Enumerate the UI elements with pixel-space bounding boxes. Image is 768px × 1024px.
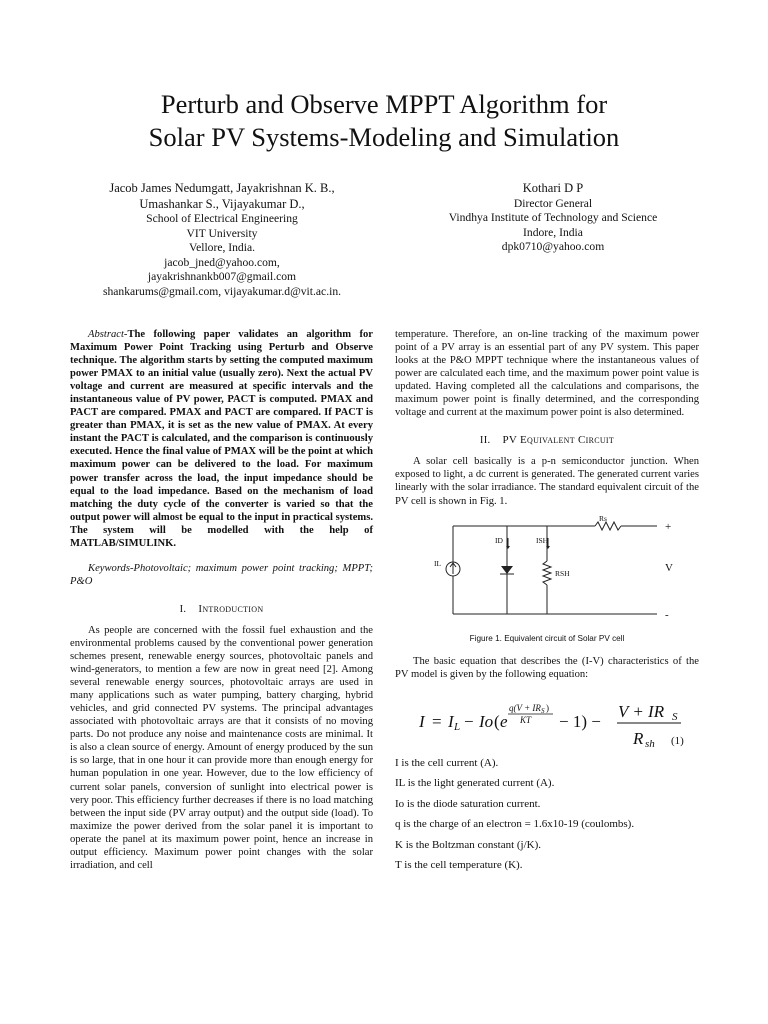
author-block-left	[72, 181, 372, 300]
definition-item: I is the cell current (A).	[395, 756, 499, 769]
section-title: Introduction	[198, 602, 264, 615]
svg-text:(: (	[494, 711, 500, 731]
definition-item: IL is the light generated current (A).	[395, 777, 555, 790]
abstract-label: Abstract-	[88, 329, 128, 340]
label-light-current: IL	[434, 558, 442, 568]
pv-circuit-paragraph: A solar cell basically is a p-n semiconductor junction. When exposed to light, a dc current is generated. The generated current varies linearly with the solar irradiance. The standard equivalent circuit of the PV cell is shown in Fig. 1.	[395, 456, 699, 507]
introduction-paragraph: As people are concerned with the fossil fuel exhaustion and the environmental problems caused by the conventional power generation schemes present, renewable energy sources, photovoltaic panels and wind-generators, to mention a few are now in great need [2]. Among several renewable energy sources, photovoltaic arrays are used in many applications such as water pumping, battery charging, hybrid vehicles, and grid connected PV systems. The principal advantages associated with photovoltaic arrays are that it consists of no moving parts. Do not produce any noise and maintenance costs are minimal. It is also a clean source of energy. Amount of energy produced by the sun is so large, that in one hour it can provide more than enough energy for human population in one year. However, due to the low efficiency of current solar panels, conversion of sunlight into electrical power is very poor. This efficiency further decreases if there is no load matching between the input side (PV array output) and the output side (load). To maximize the power derived from the solar panel it is important to operate the panel at its maximum power point, hence an increase in output efficiency. Maximum power point changes with the solar irradiation, and cell	[70, 624, 373, 871]
author-email-1: jacob_jned@yahoo.com,	[164, 255, 280, 269]
svg-text:e: e	[500, 711, 508, 731]
svg-text:q(V + IR: q(V + IR	[509, 702, 541, 713]
title-line-2: Solar PV Systems-Modeling and Simulation	[148, 122, 620, 152]
label-plus: +	[665, 520, 672, 533]
section-heading-pv-circuit	[395, 434, 699, 447]
figure-equivalent-circuit	[395, 514, 699, 626]
author-email-2: jayakrishnankb007@gmail.com	[147, 270, 297, 284]
svg-text:Io: Io	[479, 711, 494, 731]
author-names-2: Umashankar S., Vijayakumar D.,	[139, 196, 305, 211]
section-number: II.	[479, 435, 491, 447]
abstract-text: The following paper validates an algorithm for Maximum Power Point Tracking using Perturb and Observe technique. The algorithm starts by setting the computed maximum power PMAX to an initial value (usually zero). Next the actual PV voltage and current are measured at specific intervals and the instantaneous value of PV power, PACT is computed. PMAX and PACT are compared. PMAX and PACT are compared. If PACT is greater than PMAX, it is set as the new value of PMAX. At every instant the PACT is calculated, and the comparison is continuously executed. Hence the final value of PMAX will be the point at which maximum power can be delivered to the load. For maximum power transfer across the load, the input impedance should be equal to the load impedance. Based on the mechanism of load matching the duty cycle of the converter is varied so that the output power will almost be equal to the input in practical systems. The system will be modelled with the help of MATLAB/SIMULINK.	[70, 329, 373, 549]
section-title: PV Equivalent Circuit	[502, 434, 615, 447]
introduction-continued: temperature. Therefore, an on-line tracking of the maximum power point of a PV array is an essential part of any PV system. This paper looks at the P&O MPPT technique where the instantaneous values of power are calculated each time, and the maximum power point value is updated. Having completed all the calculations and comparisons, the maximum power point is finally determined, and the corresponding voltage and current at the maximum power point is also determined.	[395, 329, 699, 419]
series-resistor-icon	[595, 522, 621, 530]
definition-item: q is the charge of an electron = 1.6x10-19 (coulombs).	[395, 818, 635, 831]
section-heading-introduction	[70, 603, 373, 616]
label-shunt-resistance: RSH	[555, 568, 570, 578]
svg-text:−: −	[464, 711, 474, 731]
author-title: Director General	[513, 196, 593, 210]
svg-text:R: R	[633, 728, 644, 748]
svg-text:=: =	[432, 711, 442, 731]
author-names-1: Jacob James Nedumgatt, Jayakrishnan K. B.,	[109, 181, 335, 195]
svg-text:): )	[546, 702, 549, 713]
author-institute: Vindhya Institute of Technology and Science	[448, 211, 658, 225]
keywords: Keywords-Photovoltaic; maximum power point tracking; MPPT; P&O	[70, 562, 373, 587]
author-name: Kothari D P	[522, 181, 584, 195]
svg-text:V + IR: V + IR	[618, 701, 665, 721]
equation-number: (1)	[671, 734, 684, 747]
right-column	[395, 328, 699, 880]
label-voltage: V	[665, 561, 673, 574]
iv-equation	[395, 687, 699, 753]
label-minus: -	[665, 608, 669, 621]
author-block-right	[420, 181, 686, 255]
equation-intro: The basic equation that describes the (I-V) characteristics of the PV model is given by the following equation:	[395, 655, 699, 680]
svg-text:KT: KT	[520, 714, 532, 725]
abstract	[70, 328, 373, 550]
affiliation-university: VIT University	[186, 226, 258, 240]
svg-text:− 1) −: − 1) −	[559, 711, 601, 731]
svg-text:L: L	[454, 720, 461, 733]
diode-icon	[501, 566, 513, 574]
author-email: dpk0710@yahoo.com	[501, 240, 605, 254]
svg-text:S: S	[541, 706, 545, 715]
equation-1	[395, 687, 699, 753]
symbol-definitions	[395, 757, 699, 873]
author-email-3: shankarums@gmail.com, vijayakumar.d@vit.ac.in.	[102, 284, 342, 298]
definition-item: K is the Boltzman constant (j/K).	[395, 838, 542, 851]
svg-text:S: S	[672, 710, 678, 723]
figure-caption: Figure 1. Equivalent circuit of Solar PV cell	[469, 633, 625, 643]
paper-title	[0, 88, 768, 154]
definition-item: T is the cell temperature (K).	[395, 859, 523, 872]
author-city: Indore, India	[523, 225, 583, 239]
circuit-diagram	[395, 514, 699, 626]
svg-text:I: I	[448, 711, 454, 731]
affiliation-school: School of Electrical Engineering	[146, 212, 298, 225]
label-shunt-current: ISH	[536, 535, 549, 545]
svg-text:sh: sh	[645, 737, 655, 750]
label-rs: Rs	[599, 513, 607, 523]
left-column	[70, 328, 373, 872]
label-diode-current: ID	[495, 535, 503, 545]
affiliation-city: Vellore, India.	[189, 241, 255, 255]
svg-text:I: I	[419, 711, 425, 731]
definition-item: Io is the diode saturation current.	[395, 797, 541, 810]
section-number: I.	[179, 603, 187, 615]
title-line-1: Perturb and Observe MPPT Algorithm for	[160, 89, 608, 119]
